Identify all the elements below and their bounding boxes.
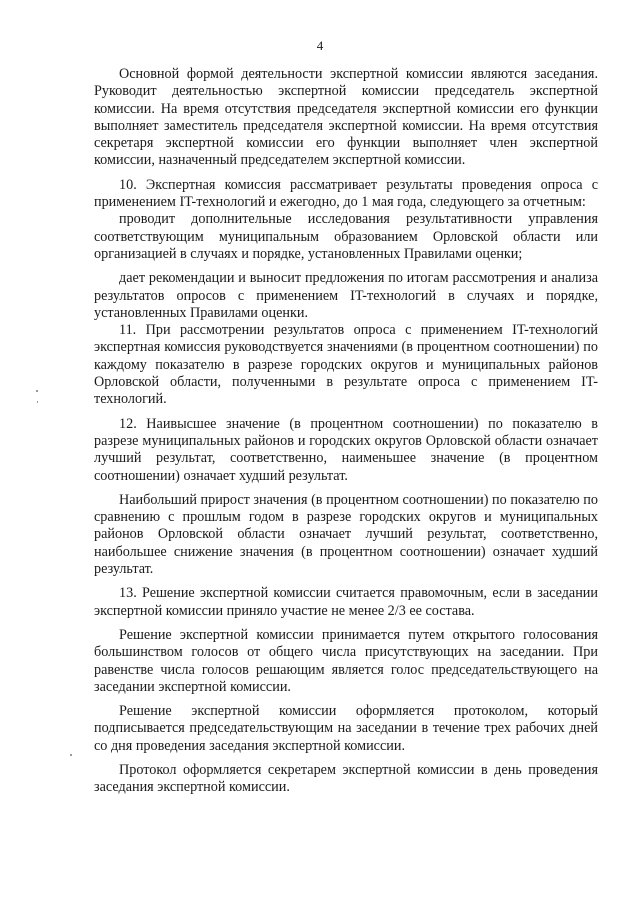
- page-number: 4: [316, 38, 324, 53]
- paragraph-item-13: 13. Решение экспертной комиссии считается правомочным, если в заседании экспертной комиссии приняло участие не менее 2/3 ее состава.: [94, 585, 598, 619]
- paragraph-protocol-secretary: Протокол оформляется секретарем экспертной комиссии в день проведения заседания экспертной комиссии.: [94, 761, 598, 796]
- scan-speck: [70, 754, 72, 756]
- paragraph-voting: Решение экспертной комиссии принимается путем открытого голосования большинством голосов от общего числа присутствующих на заседании. При равенстве числа голосов решающим является голос председательствующего на заседании экспертной комиссии.: [94, 626, 598, 695]
- scan-speck: [37, 401, 38, 403]
- paragraph-meetings: Основной формой деятельности экспертной комиссии являются заседания. Руководит деятельностью экспертной комиссии председатель экспертной комиссии. На время отсутствия председателя экспертной комиссии его функции выполняет заместитель председателя экспертной комиссии. На время отсутствия секретаря экспертной комиссии его функции выполняет член экспертной комиссии, назначенный председателем экспертной комиссии.: [94, 66, 598, 169]
- paragraph-growth: Наибольший прирост значения (в процентном соотношении) по показателю по сравнению с прошлым годом в разрезе городских округов и муниципальных районов Орловской области означает лучший результат, соответственно, наибольшее снижение значения (в процентном соотношении) означает худший результат.: [94, 491, 598, 578]
- document-body: [94, 66, 598, 797]
- paragraph-recommendations: дает рекомендации и выносит предложения по итогам рассмотрения и анализа результатов опросов с применением IT-технологий в случаях и порядке, установленных Правилами оценки.: [94, 270, 598, 321]
- paragraph-research: проводит дополнительные исследования результативности управления соответствующим муниципальным образованием Орловской области или организацией в случаях и порядке, установленных Правилами оценки;: [94, 211, 598, 262]
- paragraph-item-11: 11. При рассмотрении результатов опроса с применением IT-технологий экспертная комиссия руководствуется значениями (в процентном соотношении) по каждому показателю в разрезе городских округов и муниципальных районов Орловской области, полученными в результате опроса с применением IT-технологий.: [94, 322, 598, 408]
- paragraph-protocol-signing: Решение экспертной комиссии оформляется протоколом, который подписывается председательствующим на заседании в течение трех рабочих дней со дня проведения заседания экспертной комиссии.: [94, 703, 598, 754]
- paragraph-item-12: 12. Наивысшее значение (в процентном соотношении) по показателю в разрезе муниципальных районов и городских округов Орловской области означает лучший результат, соответственно, наименьшее значение (в процентном соотношении) означает худший результат.: [94, 415, 598, 484]
- scan-speck: [36, 390, 38, 392]
- paragraph-item-10: 10. Экспертная комиссия рассматривает результаты проведения опроса с применением IT-технологий и ежегодно, до 1 мая года, следующего за отчетным:: [94, 176, 598, 211]
